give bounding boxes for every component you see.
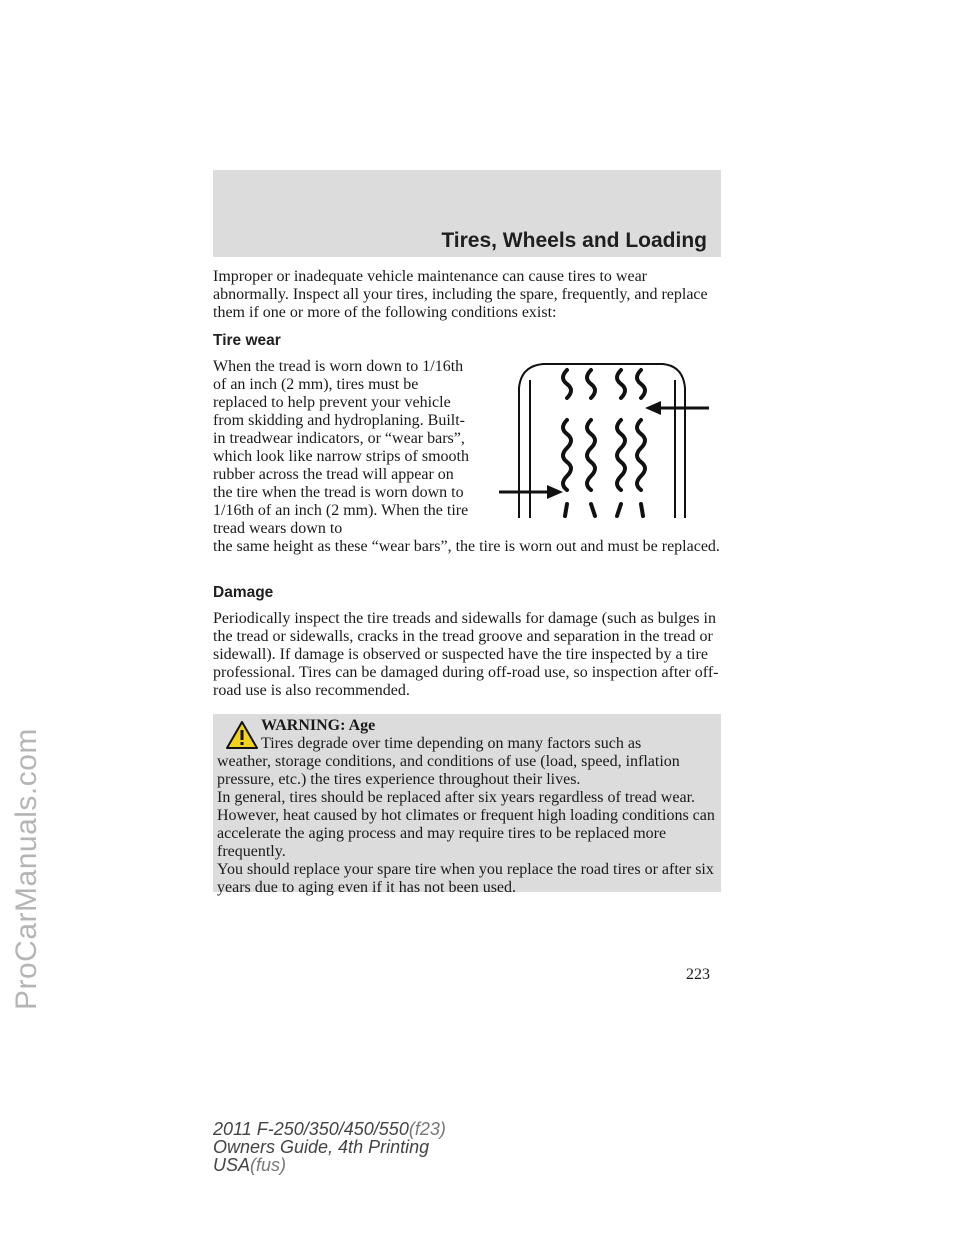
intro-paragraph: Improper or inadequate vehicle maintenance can cause tires to wear abnormally. Inspect all your tires, including the spare, frequently, and replace them if one or more of the following conditions exist: [213,268,708,321]
warning-text [217,735,717,897]
tire-tread-wear-bar-illustration [495,360,715,520]
tire-wear-paragraph-continued: the same height as these “wear bars”, the tire is worn out and must be replaced. [213,538,720,555]
footer-model: 2011 F-250/350/450/550 [213,1119,409,1139]
damage-heading: Damage [213,584,274,601]
footer-region-code: (fus) [250,1155,287,1175]
warning-text-paragraph3: You should replace your spare tire when you replace the road tires or after six years due to aging even if it has not been used. [217,861,714,896]
warning-title: WARNING: Age [261,717,376,734]
tire-wear-heading: Tire wear [213,332,281,349]
tire-wear-paragraph: When the tread is worn down to 1/16th of an inch (2 mm), tires must be replaced to help prevent your vehicle from skidding and hydroplaning. Built-in treadwear indicators, or “wear bars”, which look like narrow strips of smooth rubber across the tread will appear on the tire when the tread is worn down to 1/16th of an inch (2 mm). When the tire tread wears down to [213,358,469,537]
footer [213,1120,446,1174]
section-header [213,170,721,257]
wear-bar-arrow-right [645,401,709,415]
watermark: ProCarManuals.com [10,728,43,1010]
page-number: 223 [686,966,710,983]
footer-printing: Owners Guide, 4th Printing [213,1137,430,1157]
warning-text-line1: Tires degrade over time depending on many factors such as [261,735,642,752]
footer-region: USA [213,1155,251,1175]
warning-box [213,714,721,896]
tire-outline [519,364,685,518]
warning-text-paragraph2: In general, tires should be replaced after six years regardless of tread wear. However, heat caused by hot climates or frequent high loading conditions can accelerate the aging process and may require tires to be replaced more frequently. [217,789,715,860]
section-title: Tires, Wheels and Loading [441,229,707,252]
damage-paragraph: Periodically inspect the tire treads and sidewalls for damage (such as bulges in the tread or sidewalls, cracks in the tread groove and separation in the tread or sidewall). If damage is observed or suspected have the tire inspected by a tire professional. Tires can be damaged during off-road use, so inspection after off-road use is also recommended. [213,610,719,699]
tread-grooves [563,370,645,516]
warning-text-paragraph1: weather, storage conditions, and conditions of use (load, speed, inflation pressure, etc.) the tires experience throughout their lives. [217,753,680,788]
footer-model-code: (f23) [408,1119,446,1139]
